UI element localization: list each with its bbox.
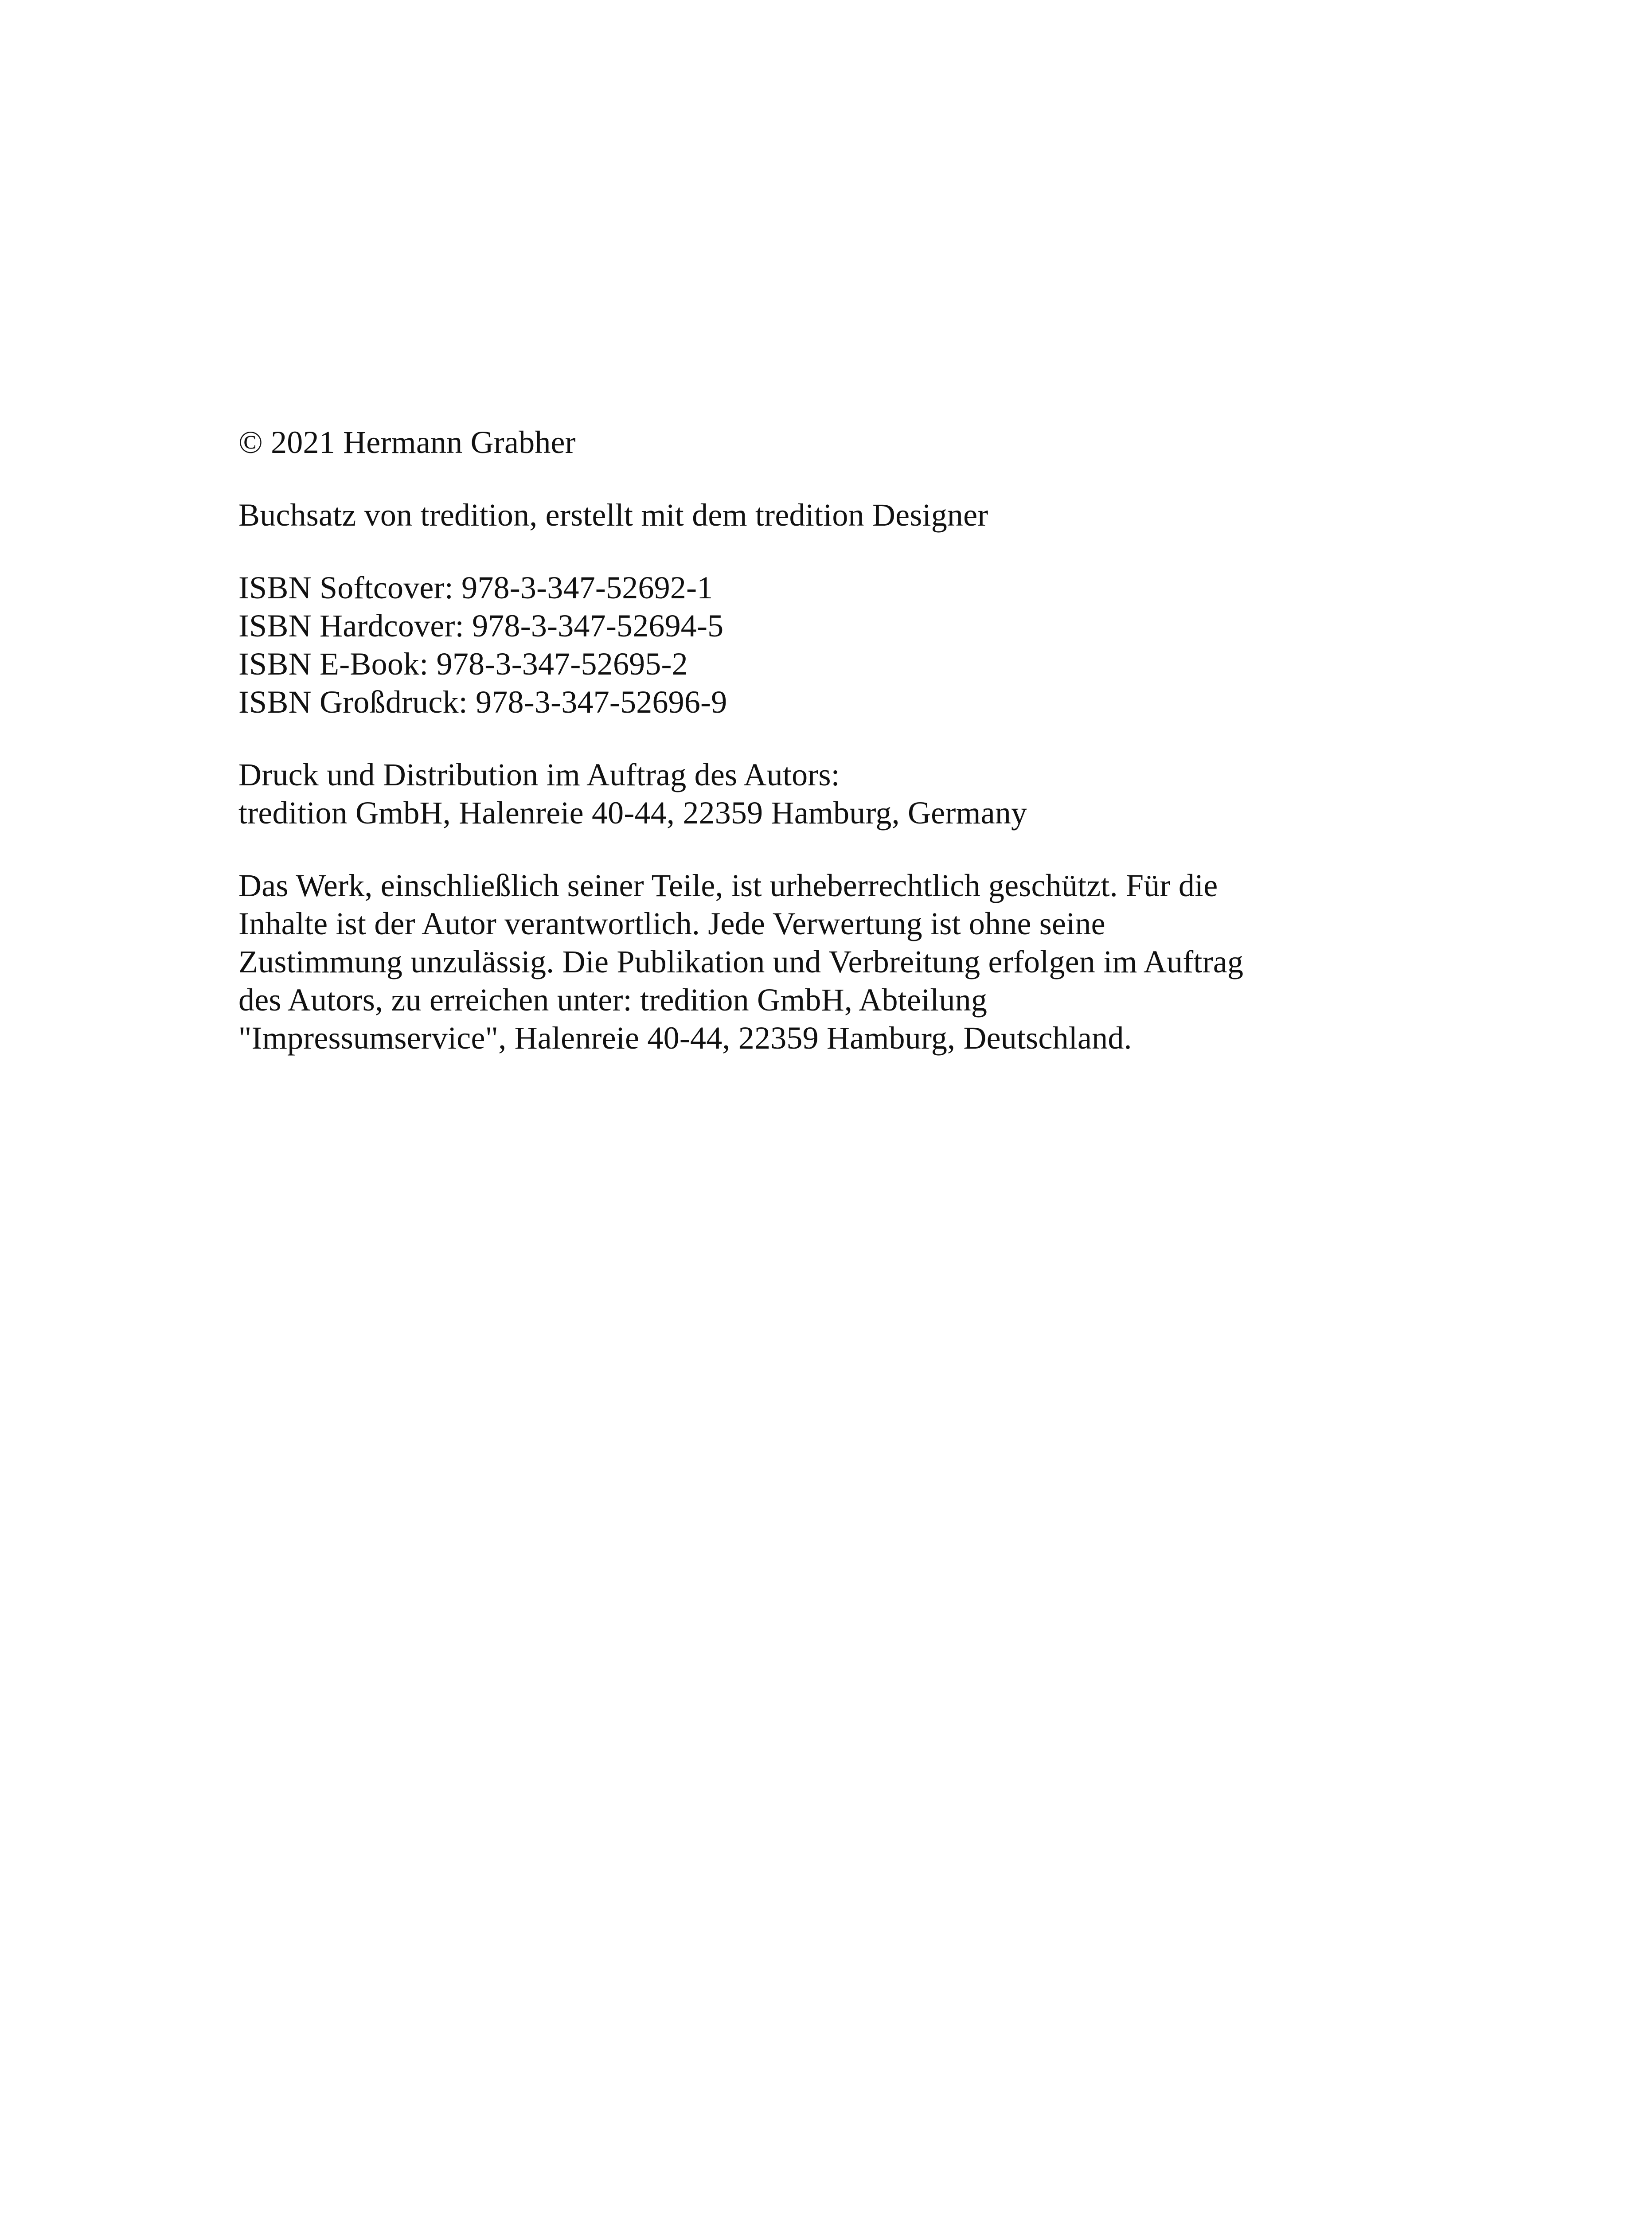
- legal-line: Inhalte ist der Autor verantwortlich. Jede Verwertung ist ohne seine: [238, 906, 1105, 941]
- legal-line: "Impressumservice", Halenreie 40-44, 22359 Hamburg, Deutschland.: [238, 1020, 1132, 1056]
- publisher-address: tredition GmbH, Halenreie 40-44, 22359 Hamburg, Germany: [238, 795, 1027, 831]
- legal-line: des Autors, zu erreichen unter: tredition GmbH, Abteilung: [238, 982, 988, 1018]
- isbn-softcover: ISBN Softcover: 978-3-347-52692-1: [238, 570, 713, 605]
- isbn-list: [238, 569, 1480, 721]
- isbn-hardcover: ISBN Hardcover: 978-3-347-52694-5: [238, 608, 724, 644]
- imprint-block: [238, 423, 1480, 1057]
- legal-line: Das Werk, einschließlich seiner Teile, ist urheberrechtlich geschützt. Für die: [238, 868, 1218, 903]
- distribution-line: Druck und Distribution im Auftrag des Autors:: [238, 757, 840, 792]
- typesetting-line: Buchsatz von tredition, erstellt mit dem tredition Designer: [238, 497, 988, 533]
- isbn-large-print: ISBN Großdruck: 978-3-347-52696-9: [238, 684, 727, 720]
- isbn-ebook: ISBN E-Book: 978-3-347-52695-2: [238, 646, 688, 682]
- copyright-notice: [238, 423, 1480, 461]
- legal-notice: [238, 866, 1480, 1057]
- legal-line: Zustimmung unzulässig. Die Publikation und Verbreitung erfolgen im Auftrag: [238, 944, 1244, 979]
- distribution-info: [238, 756, 1480, 832]
- typesetting-credit: [238, 496, 1480, 534]
- copyright-line: © 2021 Hermann Grabher: [238, 425, 576, 460]
